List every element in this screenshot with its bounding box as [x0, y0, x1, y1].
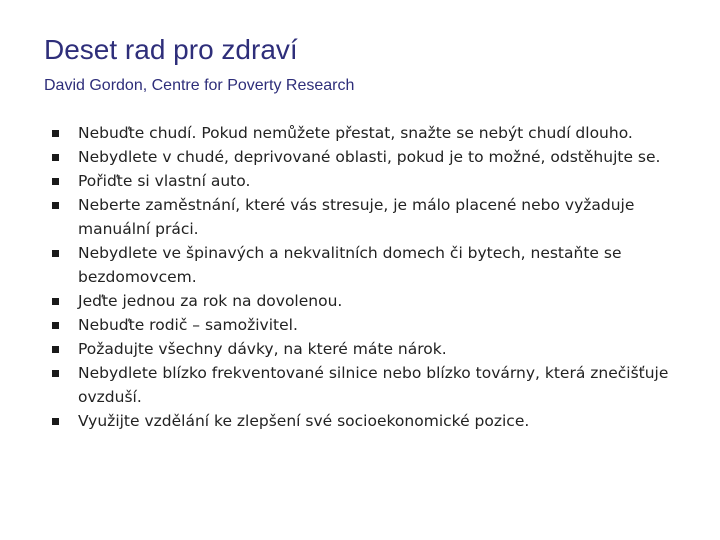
square-bullet-icon — [52, 346, 59, 353]
list-item — [78, 193, 678, 241]
slide-title: Deset rad pro zdraví — [44, 34, 298, 65]
list-item-text: Nebuďte rodič – samoživitel. — [78, 316, 298, 334]
square-bullet-icon — [52, 250, 59, 257]
slide-subtitle: David Gordon, Centre for Poverty Research — [44, 77, 355, 94]
square-bullet-icon — [52, 202, 59, 209]
list-item — [78, 121, 678, 145]
list-item-text: Nebuďte chudí. Pokud nemůžete přestat, snažte se nebýt chudí dlouho. — [78, 124, 633, 142]
square-bullet-icon — [52, 178, 59, 185]
list-item-text: Nebydlete blízko frekventované silnice nebo blízko továrny, která znečišťuje ovzduší. — [78, 364, 669, 406]
square-bullet-icon — [52, 154, 59, 161]
list-item-text: Nebydlete v chudé, deprivované oblasti, pokud je to možné, odstěhujte se. — [78, 148, 661, 166]
list-item-text: Neberte zaměstnání, které vás stresuje, je málo placené nebo vyžaduje manuální práci. — [78, 196, 635, 238]
list-item — [78, 313, 678, 337]
square-bullet-icon — [52, 370, 59, 377]
list-item-text: Nebydlete ve špinavých a nekvalitních domech či bytech, nestaňte se bezdomovcem. — [78, 244, 622, 286]
bullet-list — [78, 121, 678, 433]
list-item-text: Jeďte jednou za rok na dovolenou. — [78, 292, 343, 310]
list-item-text: Požadujte všechny dávky, na které máte nárok. — [78, 340, 447, 358]
square-bullet-icon — [52, 322, 59, 329]
list-item — [78, 241, 678, 289]
square-bullet-icon — [52, 298, 59, 305]
square-bullet-icon — [52, 418, 59, 425]
list-item — [78, 361, 678, 409]
list-item-text: Využijte vzdělání ke zlepšení své socioekonomické pozice. — [78, 412, 530, 430]
list-item-text: Pořiďte si vlastní auto. — [78, 172, 251, 190]
list-item — [78, 169, 678, 193]
list-item — [78, 289, 678, 313]
list-item — [78, 145, 678, 169]
list-item — [78, 409, 678, 433]
square-bullet-icon — [52, 130, 59, 137]
list-item — [78, 337, 678, 361]
